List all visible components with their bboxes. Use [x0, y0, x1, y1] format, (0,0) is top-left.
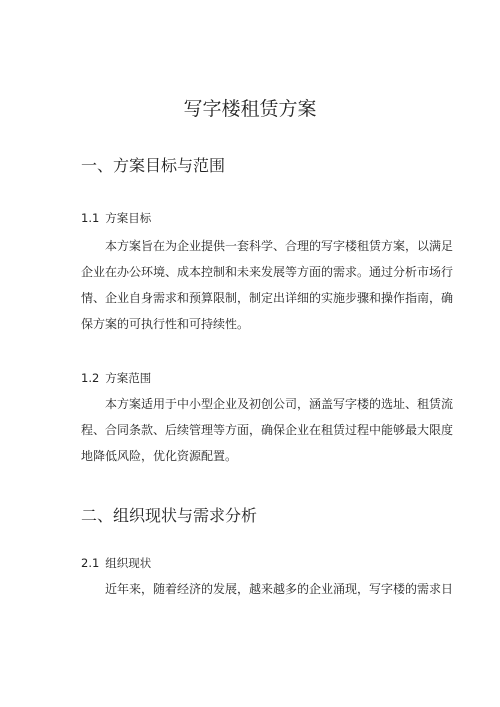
paragraph-line: 保方案的可执行性和可持续性。 [81, 317, 250, 331]
subsection-heading-1-1 [81, 210, 151, 226]
paragraph-line: 地降低风险，优化资源配置。 [81, 449, 238, 463]
subsection-number: 1.1 [81, 211, 100, 225]
subsection-heading-2-1 [81, 555, 151, 571]
paragraph-line: 本方案适用于中小型企业及初创公司，涵盖写字楼的选址、租赁流 [105, 397, 454, 411]
subsection-title: 方案范围 [105, 371, 152, 385]
paragraph-scope [81, 391, 454, 469]
paragraph-line: 情、企业自身需求和预算限制，制定出详细的实施步骤和操作指南，确 [81, 291, 454, 305]
subsection-title: 方案目标 [105, 211, 152, 225]
paragraph-line: 近年来，随着经济的发展，越来越多的企业涌现，写字楼的需求日 [105, 582, 454, 596]
document-title: 写字楼租赁方案 [183, 98, 317, 120]
paragraph-status [81, 576, 454, 602]
paragraph-goal [81, 233, 454, 337]
subsection-number: 2.1 [81, 556, 100, 570]
subsection-heading-1-2 [81, 370, 151, 386]
paragraph-line: 本方案旨在为企业提供一套科学、合理的写字楼租赁方案，以满足 [105, 239, 454, 253]
paragraph-line: 程、合同条款、后续管理等方面，确保企业在租赁过程中能够最大限度 [81, 423, 454, 437]
paragraph-line: 企业在办公环境、成本控制和未来发展等方面的需求。通过分析市场行 [81, 265, 454, 279]
subsection-title: 组织现状 [105, 556, 152, 570]
section-heading-1: 一、方案目标与范围 [81, 156, 226, 175]
subsection-number: 1.2 [81, 371, 100, 385]
section-heading-2: 二、组织现状与需求分析 [81, 506, 258, 525]
